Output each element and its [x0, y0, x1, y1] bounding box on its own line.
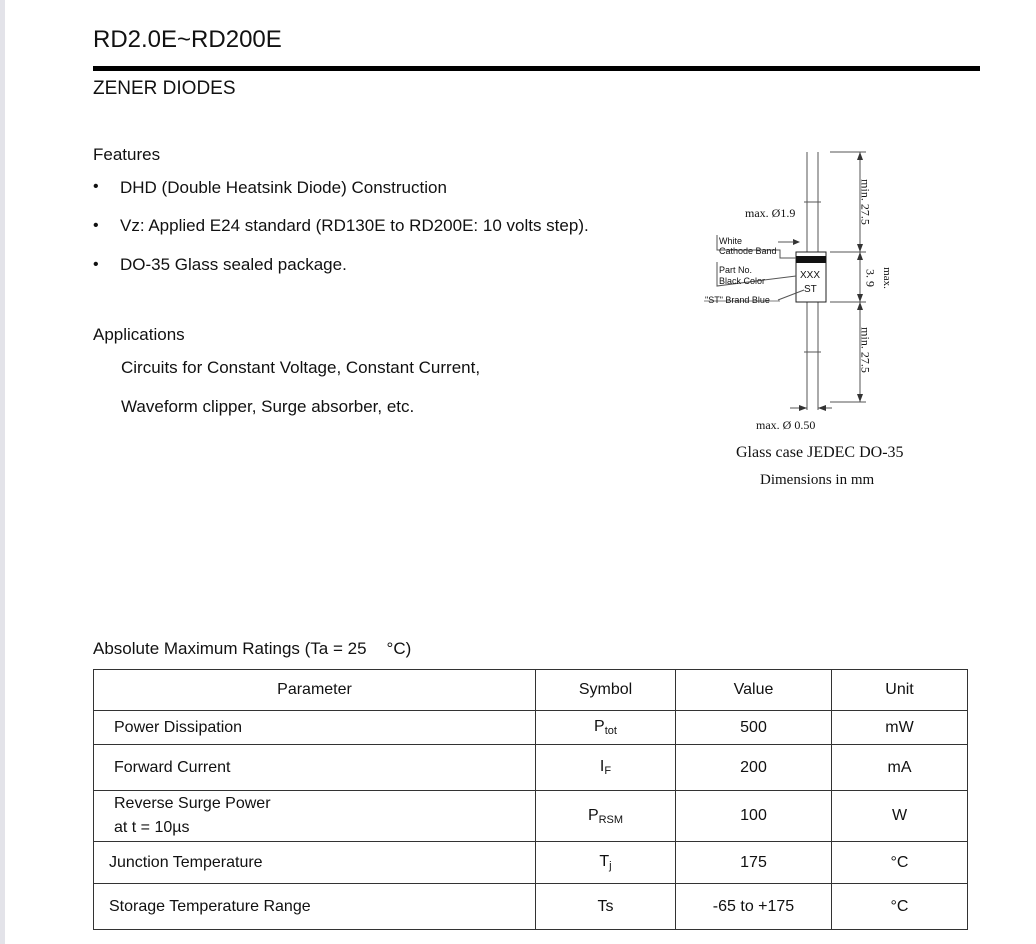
diagram-caption: Glass case JEDEC DO-35: [736, 444, 904, 461]
applications-heading: Applications: [93, 325, 185, 344]
value-cell: 200: [676, 745, 832, 791]
value-cell: 100: [676, 791, 832, 842]
document-title: RD2.0E~RD200E: [93, 26, 282, 53]
symbol-cell: Ts: [536, 884, 676, 930]
table-row: [94, 791, 968, 842]
diagram-caption-units: Dimensions in mm: [760, 472, 875, 488]
title-rule: [93, 66, 980, 71]
table-row: [94, 884, 968, 930]
top-lead-length-label: min. 27.5: [858, 179, 873, 225]
applications-line: Waveform clipper, Surge absorber, etc.: [121, 397, 415, 416]
unit-cell: W: [832, 791, 968, 842]
feature-item: DO-35 Glass sealed package.: [120, 255, 347, 274]
unit-cell: °C: [832, 842, 968, 884]
bullet-icon: •: [93, 178, 99, 195]
parameter-cell: Storage Temperature Range: [94, 884, 536, 930]
column-header: Symbol: [536, 670, 676, 711]
value-cell: 500: [676, 711, 832, 745]
unit-cell: mA: [832, 745, 968, 791]
parameter-cell: Junction Temperature: [94, 842, 536, 884]
value-cell: 175: [676, 842, 832, 884]
table-row: [94, 711, 968, 745]
bullet-icon: •: [93, 256, 99, 273]
symbol-cell: $P_{RSM}$: [536, 791, 676, 842]
table-header-row: [94, 670, 968, 711]
unit-cell: °C: [832, 884, 968, 930]
value-cell: -65 to +175: [676, 884, 832, 930]
part-number-label: Part No. Black Color: [719, 265, 766, 286]
feature-item: Vz: Applied E24 standard (RD130E to RD200E: 10 volts step).: [120, 216, 589, 235]
column-header: Value: [676, 670, 832, 711]
page-left-edge: [0, 0, 5, 944]
symbol-cell: $T_j$: [536, 842, 676, 884]
feature-item: DHD (Double Heatsink Diode) Construction: [120, 178, 447, 197]
table-row: [94, 842, 968, 884]
parameter-cell: Power Dissipation: [94, 711, 536, 745]
parameter-cell: Reverse Surge Power at t = 10µs: [94, 791, 536, 842]
bullet-icon: •: [93, 217, 99, 234]
parameter-cell: Forward Current: [94, 745, 536, 791]
table-row: [94, 745, 968, 791]
column-header: Parameter: [94, 670, 536, 711]
body-length-value: 3. 9: [863, 269, 878, 287]
max-diameter-label: max. Ø1.9: [745, 206, 796, 220]
body-length-prefix: max.: [881, 267, 893, 289]
ratings-heading: Absolute Maximum Ratings (Ta = 25 °C): [93, 639, 412, 658]
body-marking-brand: ST: [804, 284, 817, 295]
features-heading: Features: [93, 145, 161, 164]
unit-cell: mW: [832, 711, 968, 745]
white-band-label: White Cathode Band: [719, 236, 777, 256]
column-header: Unit: [832, 670, 968, 711]
symbol-cell: $I_F$: [536, 745, 676, 791]
body-marking-part: XXX: [800, 270, 821, 281]
ratings-table: [93, 669, 968, 930]
document-subtitle: ZENER DIODES: [93, 78, 236, 99]
symbol-cell: $P_{tot}$: [536, 711, 676, 745]
bottom-lead-length-label: min. 27.5: [858, 327, 873, 373]
applications-line: Circuits for Constant Voltage, Constant Current,: [121, 358, 481, 377]
brand-label: "ST" Brand Blue: [705, 295, 770, 305]
lead-diameter-label: max. Ø 0.50: [756, 418, 816, 432]
